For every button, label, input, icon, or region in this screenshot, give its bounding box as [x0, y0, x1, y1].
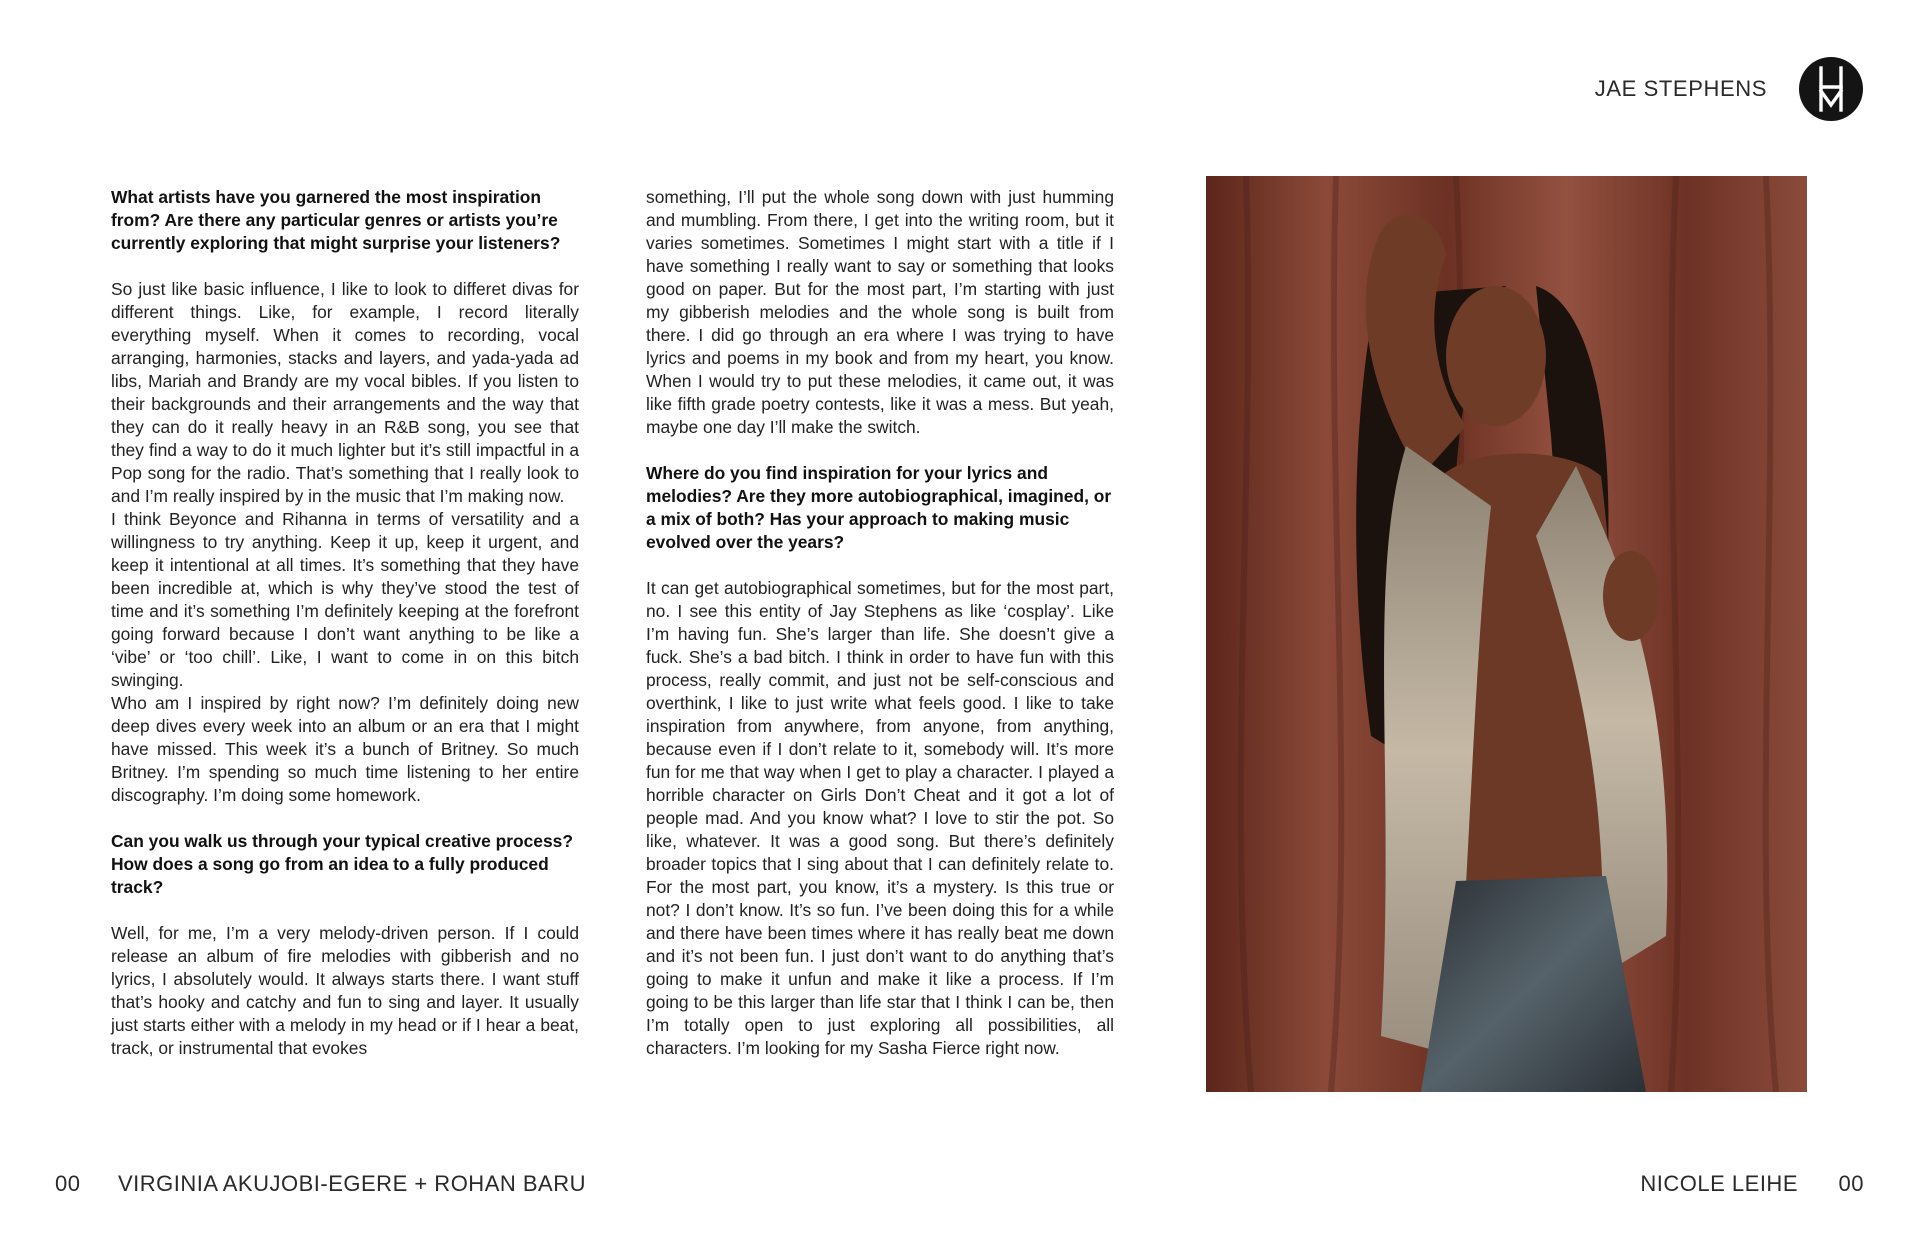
interview-question: What artists have you garnered the most inspiration from? Are there any particular genres or artists you’re currently exploring that might surprise your listeners?: [111, 187, 561, 253]
hm-monogram-logo-icon: [1799, 57, 1863, 121]
interview-question: Can you walk us through your typical creative process? How does a song go from an idea to a fully produced track?: [111, 831, 573, 897]
paragraph-gap: [111, 899, 579, 922]
interview-answer: something, I’ll put the whole song down with just humming and mumbling. From there, I get into the writing room, but it varies sometimes. Sometimes I might start with a title if I have something I really want to say or something that looks good on paper. But for the most part, I’m starting with just my gibberish melodies and the whole song is built from there. I did go through an era where I was trying to have lyrics and poems in my book and from my heart, you know. When I would try to put these melodies, it came out, it was like fifth grade poetry contests, like it was a mess. But yeah, maybe one day I’ll make the switch.: [646, 187, 1114, 437]
interview-answer: So just like basic influence, I like to look to differet divas for different things. Like, for example, I record literally everything myself. When it comes to recording, vocal arranging, harmonies, stacks and layers, and yada-yada ad libs, Mariah and Brandy are my vocal bibles. If you listen to their backgrounds and their arrangements and the way that they can do it really heavy in an R&B song, you see that they find a way to do it much lighter but it’s still impactful in a Pop song for the radio. That’s something that I really look to and I’m really inspired by in the music that I’m making now.: [111, 279, 579, 506]
paragraph-gap: [111, 807, 579, 830]
page-number-left: 00: [55, 1171, 81, 1196]
article-column-middle: [646, 186, 1114, 1060]
interview-answer: Well, for me, I’m a very melody-driven person. If I could release an album of fire melodies with gibberish and no lyrics, I absolutely would. It always starts there. I want stuff that’s hooky and catchy and fun to sing and layer. It usually just starts either with a melody in my head or if I hear a beat, track, or instrumental that evokes: [111, 923, 579, 1058]
article-column-left: [111, 186, 579, 1060]
paragraph-gap: [111, 255, 579, 278]
portrait-photo: [1206, 176, 1807, 1092]
interview-answer: I think Beyonce and Rihanna in terms of versatility and a willingness to try anything. Keep it up, keep it urgent, and keep it intentional at all times. It’s something that they have been incredible at, which is why they’ve stood the test of time and it’s something I’m definitely keeping at the forefront going forward because I don’t want anything to be like a ‘vibe’ or ‘too chill’. Like, I want to come in on this bitch swinging.: [111, 509, 579, 690]
interview-answer: Who am I inspired by right now? I’m definitely doing new deep dives every week into an album or an era that I might have missed. This week it’s a bunch of Britney. So much Britney. I’m spending so much time listening to her entire discography. I’m doing some homework.: [111, 693, 579, 805]
page-number-right: 00: [1838, 1171, 1864, 1196]
interview-answer: It can get autobiographical sometimes, but for the most part, no. I see this entity of Jay Stephens as like ‘cosplay’. Like I’m having fun. She’s larger than life. She doesn’t give a fuck. She’s a bad bitch. I think in order to have fun with this process, really commit, and just not be self-conscious and overthink, I like to just write what feels good. I like to take inspiration from anywhere, from anyone, from anything, because even if I don’t relate to it, somebody will. It’s more fun for me that way when I get to play a character. I played a horrible character on Girls Don’t Cheat and it got a lot of people mad. And you know what? I love to stir the pot. So like, whatever. It was a good song. But there’s definitely broader topics that I sing about that I can definitely relate to. For the most part, you know, it’s a mystery. Is this true or not? I don’t know. It’s so fun. I’ve been doing this for a while and there have been times where it has really beat me down and it’s not been fun. I just don’t want to do anything that’s going to make it unfun and make it like a process. If I’m going to be this larger than life star that I think I can be, then I’m totally open to just exploring all possibilities, all characters. I’m looking for my Sasha Fierce right now.: [646, 578, 1114, 1058]
article-subject-name: JAE STEPHENS: [1594, 76, 1767, 101]
photo-credit-right: NICOLE LEIHE: [1640, 1171, 1798, 1196]
paragraph-gap: [646, 554, 1114, 577]
interview-question: Where do you find inspiration for your lyrics and melodies? Are they more autobiographical, imagined, or a mix of both? Has your approach to making music evolved over the years?: [646, 463, 1112, 552]
paragraph-gap: [646, 439, 1114, 462]
photo-credit-left: VIRGINIA AKUJOBI-EGERE + ROHAN BARU: [118, 1171, 586, 1196]
